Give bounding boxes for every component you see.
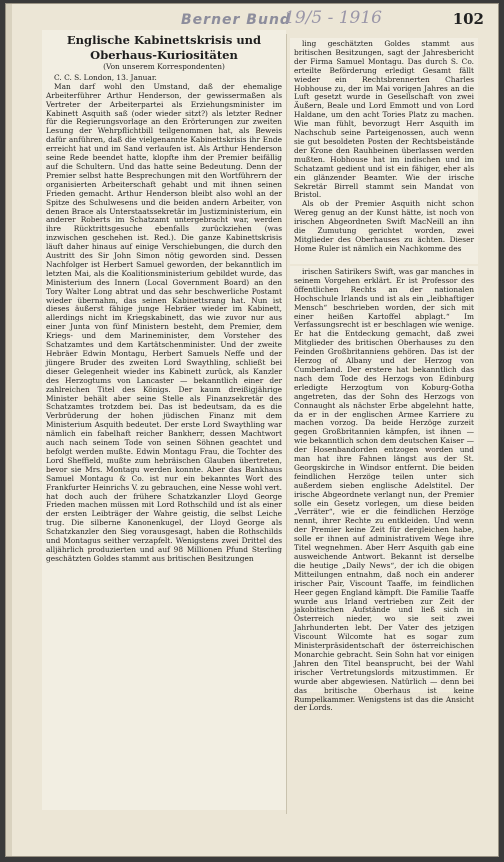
dateline: C. C. S. London, 13. Januar. [54, 72, 157, 82]
clipping-column-3 [290, 266, 478, 713]
paragraph: ling geschätzten Goldes stammt aus britischen Besitzungen, sagt der Jahresbericht der Firma Samuel Montagu. Das durch S. Co. erteilte Beförderung erledigt Gesamt fällt wieder ein Rechtsbrennerten Charles Hobhouse zu, der im Mai vorigen Jahres an die Luft gesetzt wurde in Gesellschaft von zwei Äußern, Beale und Lord Emmott und von Lord Haldane, um den acht Tories Platz zu machen. Wie man fühlt, bevorzugt Herr Asquith im Nachschub seine Parteigenossen, auch wenn sie gut besoldeten Posten der Rechtsbeistände der Krone den Rauhbeinen überlassen werden mußten. Hobhouse hat im indischen und im Schatzamt gedient und ist ein fähiger, eher als ein glänzender Beamter. Wie der irische Sekretär Birrell stammt sein Mandat von Bristol. [294, 39, 474, 200]
source-stamp: Berner Bund [181, 12, 291, 28]
paragraph: Man darf wohl den Umstand, daß der ehemalige Arbeiterführer Arthur Henderson, der gewissermaßen als Vertreter der Arbeiterpartei als Erziehungsminister im Kabinett Asquith saß (oder wieder sitzt?) als letzter Redner für die Regierungsvorlage an den Erörterungen zur zweiten Lesung der Wehrpflichtbill teilgenommen hat, als Beweis dafür anführen, daß die vielgenannte Kabinettskrisis ihr Ende erreicht hat und im Sand verlaufen ist. Als Arthur Henderson seine Rede beendet hatte, klopfte ihm der Premier beifällig auf die Schultern. Und das hatte seine Bedeutung. Denn der Premier selbst hatte Besprechungen mit den Wortführern der organisierten Arbeiterschaft gehabt und mit ihnen seinen Frieden gemacht. Arthur Henderson bleibt also wohl an der Spitze des Schulwesens und die beiden andern Arbeiter, von denen Brace als Unterstaatssekretär im Justizministerium, ein anderer Roberts im Schatzamt untergebracht war, werden ihre Rücktrittsgesuche ebenfalls zurückziehen (was inzwischen geschehen ist. Red.). Die ganze Kabinettskrisis läuft daher hinaus auf einige Verschiebungen, die durch den Austritt des Sir John Simon nötig geworden sind. Dessen Nachfolger ist Herbert Samuel geworden, der bekanntlich im letzten Mai, als die Koalitionsministerium gebildet wurde, das Ministerium des Innern (Local Government Board) an den Tory Walter Long abtrat und das sehr beschwerliche Postamt wieder übernahm, das seinen Kabinettsrang hat. Nun ist dieses äußerst fähige junge Hebräer wieder im Kabinett, allerdings nicht im Kriegskabinett, das wie zuvor nur aus einer Junta von fünf Ministern besteht, dem Premier, dem Kriegs- und dem Marineminister, dem Vorsteher des Schatzamtes und dem Kartätschenminister. Und der zweite Hebräer Edwin Montagu, Herbert Samuels Neffe und der jüngere Bruder des zweiten Lord Swaythling, schließt bei dieser Gelegenheit wieder ins Kabinett zurück, als Kanzler des Herzogtums von Lancaster — bekanntlich einer der zahlreichen Titel des Königs. Der kaum dreißigjährige Minister behält aber seine Stelle als Finanzsekretär des Schatzamtes trotzdem bei. Das ist bedeutsam, da es die Verbrüderung der hohen jüdischen Finanz mit dem Ministerium Asquith bedeutet. Der erste Lord Swaythling war nämlich ein fabelhaft reicher Bankherr, dessen Machtwort auch nach seinem Tode von seinen Söhnen geachtet und befolgt werden mußte. Edwin Montagu Frau, die Tochter des Lord Sheffield, mußte zum hebräischen Glauben übertreten, bevor sie Mrs. Montagu werden konnte. Aber das Bankhaus Samuel Montagu & Co. ist nur ein bekanntes Wort des Frankfurter Heinrichs V. zu gebrauchen, eine Nesse wohl vert. hat doch auch der frühere Schatzkanzler Lloyd George Frieden machen müssen mit Lord Rothschild und ist als einer der ersten Leibträger der Wahre geistig, die selbst Leiche trug. Die silberne Kanonenkugel, der Lloyd George als Schatzkanzler den Sieg vorausgesagt, haben die Rothschilds und Montagus seither verzapfelt. Wenigstens zwei Drittel des alljährlich produzierten und auf 98 Millionen Pfund Sterling geschätzten Goldes stammt aus britischen Besitzungen [46, 81, 282, 563]
fold-line [286, 34, 287, 814]
scan-edge [6, 4, 12, 856]
subheadline: (Von unserem Korrespondenten) [103, 62, 225, 71]
handwritten-date: 19/5 - 1916 [284, 8, 382, 28]
headline-line-2: Oberhaus-Kuriositäten [90, 48, 238, 62]
clipping-column-2 [290, 38, 478, 264]
paragraph: irischen Satirikers Swift, was gar manches in seinem Vorgehen erklärt. Er ist Professor des öffentlichen Rechts an der nationalen Hochschule Irlands und ist als ein „leibhaftiger Mensch“ beschrieben worden, der sich mit einer heißen Kartoffel abplagt.“ Im Verfassungsrecht ist er beschlagen wie wenige. Er hat die Entdeckung gemacht, daß zwei Mitglieder des britischen Oberhauses zu den Feinden Großbritanniens gehören. Das ist der Herzog of Albany und der Herzog von Cumberland. Der erstere hat bekanntlich das nach dem Tode des Herzogs von Edinburg erledigte Herzogtum von Koburg-Gotha angetreten, das der Sohn des Herzogs von Connaught als nächster Erbe abgelehnt hatte, da er in der englischen Armee Karriere zu machen vorzog. Da beide Herzöge zurzeit gegen Großbritannien kämpfen, ist ihnen — wie bekanntlich schon dem deutschen Kaiser — der Hosenbandorden entzogen worden und man hat ihre Fahnen längst aus der St. Georgskirche in Windsor entfernt. Die beiden feindlichen Herzöge teilen unter sich außerdem sieben englische Adelstitel. Der irische Abgeordnete verlangt nun, der Premier solle ein Gesetz vorlegen, um diese beiden „Verräter“, wie er die feindlichen Herzöge nennt, ihrer Rechte zu entkleiden. Und wenn der Premier keine Zeit für dergleichen habe, solle er ihnen auf administrativem Wege ihre Titel wegnehmen. Aber Herr Asquith gab eine ausweichende Antwort. Bekannt ist derselbe die heutige „Daily News“, der ich die obigen Mitteilungen entnahm, daß noch ein anderer irischer Pair, Viscount Taaffe, im feindlichen Heer gegen England kämpft. Die Familie Taaffe wurde aus Irland vertrieben zur Zeit der jakobitischen Aufstände und ließ sich in Österreich nieder, wo sie seit zwei Jahrhunderten lebt. Der Vater des jetzigen Viscount Wilcomte hat es sogar zum Ministerpräsidentschaft der österreichischen Monarchie gebracht. Sein Sohn hat vor einigen Jahren den Titel beansprucht, bei der Wahl irischer Vertretungslords mitzustimmen. Er wurde aber abgewiesen. Natürlich — denn bei das britische Oberhaus ist keine Rumpelkammer. Wenigstens ist das die Ansicht der Lords. [294, 267, 474, 713]
page-number: 102 [452, 10, 484, 28]
headline-line-1: Englische Kabinettskrisis und [66, 33, 262, 47]
newspaper-sheet [6, 4, 498, 856]
paragraph: Als ob der Premier Asquith nicht schon Wereg genug an der Kunst hätte, ist noch von irischen Abgeordneten Swift MacNeill an ihn die Zumutung gerichtet worden, zwei Mitglieder des Oberhauses zu ächten. Dieser Home Ruler ist nämlich ein Nachkomme des [294, 199, 474, 253]
clipping-column-1 [42, 30, 286, 810]
